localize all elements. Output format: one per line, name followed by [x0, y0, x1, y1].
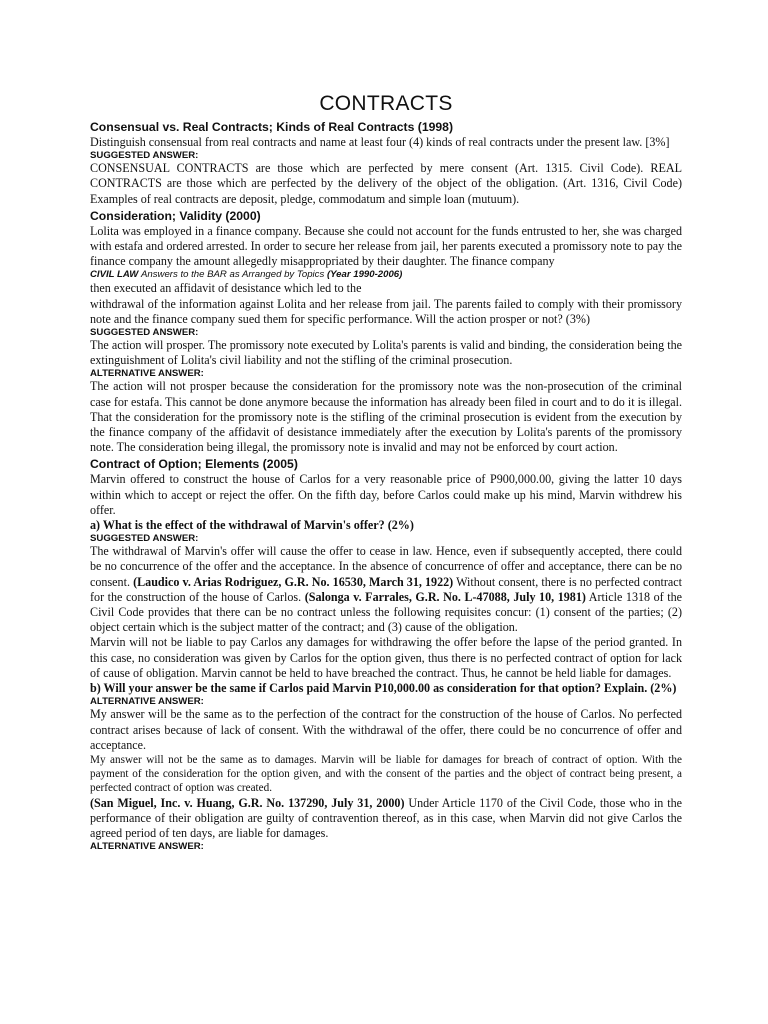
answer-text: The action will prosper. The promissory note executed by Lolita's parents is valid and binding, the consideration being the extinguishment of Lolita's civil liability and not the stifling of the criminal prosecution.: [90, 338, 682, 368]
document-page: [90, 92, 682, 852]
answer-part: Article 1318 of the Civil Code provides that there can be no contract unless the following requisites concur: (1) consent of the parties; (2) object certain which is the subject matter of the contract; and (3) cause of the obligation.: [90, 589, 683, 635]
answer-part: Without consent, there is no perfected contract for the construction of the house of Carlos.: [90, 574, 682, 604]
section-heading-consideration: Consideration; Validity (2000): [90, 208, 261, 223]
question-text: Marvin offered to construct the house of Carlos for a very reasonable price of P900,000.00, giving the latter 10 days within which to accept or reject the offer. On the fifth day, before Carlos could make up his mind, Marvin withdrew his offer.: [90, 472, 682, 517]
alternative-answer-label: ALTERNATIVE ANSWER:: [90, 696, 204, 708]
footer-middle: Answers to the BAR as Arranged by Topics: [141, 269, 325, 281]
answer-text: Marvin will not be liable to pay Carlos any damages for withdrawing the offer before the lapse of the period granted. In this case, no consideration was given by Carlos for the option given, thus there is no perfected contract of option for lack of cause of obligation. Marvin cannot be held to have breached the contract. Thus, he cannot be held liable for damages.: [90, 635, 682, 680]
answer-text: CONSENSUAL CONTRACTS are those which are perfected by mere consent (Art. 1315. Civil Code). REAL CONTRACTS are those which are perfected by the delivery of the object of the obligation. (Art. 1316, Civil Code) Examples of real contracts are deposit, pledge, commodatum and simple loan (mutuum).: [90, 161, 682, 206]
answer-text: My answer will not be the same as to damages. Marvin will be liable for damages for breach of contract of option. With the payment of the consideration for the option given, and with the consent of the parties and the object of contract being present, a perfected contract of option was created.: [90, 753, 682, 795]
footer-years: (Year 1990-2006): [326, 269, 403, 281]
case-citation: (Laudico v. Arias Rodriguez, G.R. No. 16530, March 31, 1922): [133, 574, 454, 589]
answer-part: The withdrawal of Marvin's offer will cause the offer to cease in law. Hence, even if subsequently accepted, there could be no concurrence of the offer and the acceptance. In the absence of concurrence of offer and acceptance, there can be no consent.: [90, 544, 682, 589]
question-text: then executed an affidavit of desistance which led to the: [90, 281, 362, 296]
section-heading-option: Contract of Option; Elements (2005): [90, 457, 298, 472]
answer-text: My answer will be the same as to the perfection of the contract for the construction of the house of Carlos. No perfected contract arises because of lack of consent. With the withdrawal of the offer, there could be no concurrence of offer and acceptance.: [90, 707, 682, 752]
suggested-answer-label: SUGGESTED ANSWER:: [90, 150, 199, 162]
question-text: Distinguish consensual from real contracts and name at least four (4) kinds of real contracts under the present law. [3%]: [90, 135, 670, 149]
suggested-answer-label: SUGGESTED ANSWER:: [90, 533, 199, 545]
answer-part: Under Article 1170 of the Civil Code, those who in the performance of their obligation are guilty of contravention thereof, as in this case, when Marvin did not give Carlos the agreed period of ten days, are liable for damages.: [90, 795, 682, 840]
footer-series: CIVIL LAW: [90, 269, 139, 281]
case-citation: (San Miguel, Inc. v. Huang, G.R. No. 137290, July 31, 2000): [90, 795, 405, 810]
suggested-answer-label: SUGGESTED ANSWER:: [90, 327, 199, 339]
answer-text: The action will not prosper because the consideration for the promissory note was the non-prosecution of the criminal case for estafa. This cannot be done anymore because the information has already been filed in court and to do it is illegal. That the consideration for the promissory note is the stifling of the criminal prosecution is evident from the execution by the finance company of the affidavit of desistance immediately after the execution by Lolita's parents of the promissory note. The consideration being illegal, the promissory note is invalid and may not be enforced by court action.: [90, 379, 682, 455]
sub-question-b: b) Will your answer be the same if Carlos paid Marvin P10,000.00 as consideration for that option? Explain. (2%): [90, 681, 677, 696]
page-title: CONTRACTS: [319, 92, 453, 115]
case-citation: (Salonga v. Farrales, G.R. No. L-47088, July 10, 1981): [304, 589, 586, 604]
question-text: Lolita was employed in a finance company. Because she could not account for the funds entrusted to her, she was charged with estafa and ordered arrested. In order to secure her release from jail, her parents executed a promissory note to pay the finance company the amount allegedly misappropriated by their daughter. The finance company: [90, 223, 682, 269]
section-heading-consensual: Consensual vs. Real Contracts; Kinds of Real Contracts (1998): [90, 120, 454, 134]
alternative-answer-label: ALTERNATIVE ANSWER:: [90, 841, 204, 853]
running-footer: [90, 269, 682, 281]
sub-question-a: a) What is the effect of the withdrawal of Marvin's offer? (2%): [90, 518, 414, 533]
answer-text: [90, 544, 682, 635]
alternative-answer-label: ALTERNATIVE ANSWER:: [90, 368, 204, 380]
answer-text: [90, 796, 682, 842]
question-text: withdrawal of the information against Lolita and her release from jail. The parents failed to comply with their promissory note and the finance company sued them for specific performance. Will the action prosper or not? (3%): [90, 296, 682, 326]
